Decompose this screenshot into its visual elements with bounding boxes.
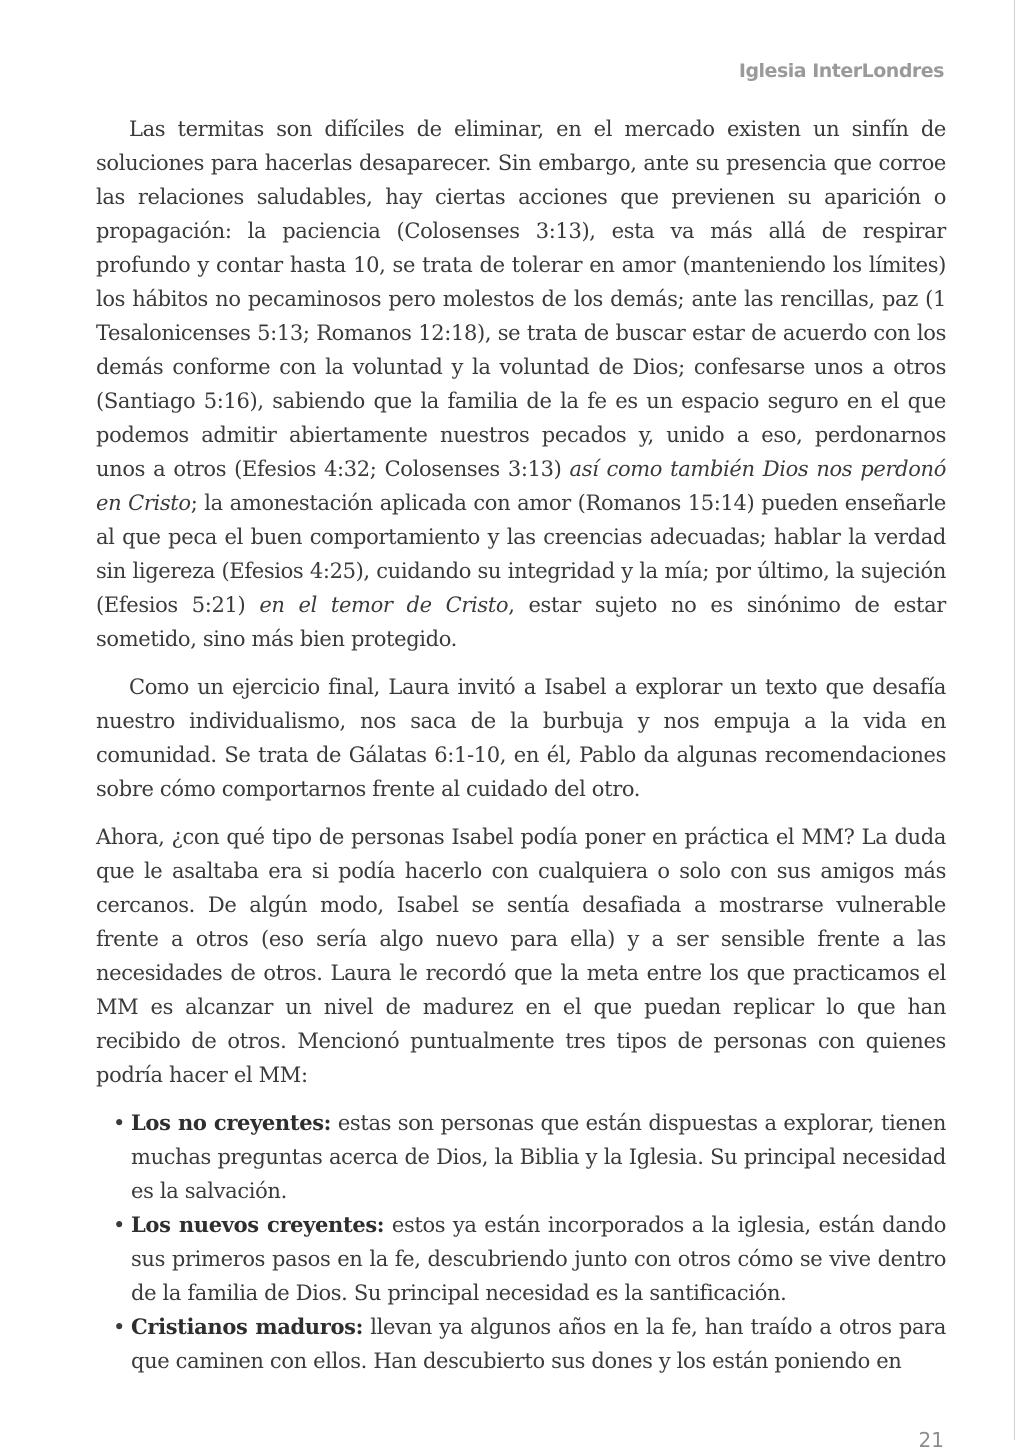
bullet-text: estas son personas que están dispuestas a explorar, tienen muchas preguntas acerca de Dios, la Biblia y la Iglesia. Su principal necesidad es la salvación.: [131, 1111, 946, 1203]
bullet-text: llevan ya algunos años en la fe, han traído a otros para que caminen con ellos. Han descubierto sus dones y los están poniendo en: [131, 1315, 947, 1373]
paragraph-2: Como un ejercicio final, Laura invitó a Isabel a explorar un texto que desafía nuestro individualismo, nos saca de la burbuja y nos empuja a la vida en comunidad. Se trata de Gálatas 6:1-10, en él, Pablo da algunas recomendaciones sobre cómo comportarnos frente al cuidado del otro.: [96, 675, 946, 801]
bullet-marker: •: [113, 1315, 126, 1339]
paragraph-1-italic-quote-2: en el temor de Cristo: [259, 593, 509, 617]
running-header: Iglesia InterLondres: [738, 60, 944, 82]
paragraph-3: Ahora, ¿con qué tipo de personas Isabel podía poner en práctica el MM? La duda que le asaltaba era si podía hacerlo con cualquiera o solo con sus amigos más cercanos. De algún modo, Isabel se sentía desafiada a mostrarse vulnerable frente a otros (eso sería algo nuevo para ella) y a ser sensible frente a las necesidades de otros. Laura le recordó que la meta entre los que practicamos el MM es alcanzar un nivel de madurez en el que puedan replicar lo que han recibido de otros. Mencionó puntualmente tres tipos de personas con quienes podría hacer el MM:: [96, 825, 946, 1087]
list-item: [96, 1310, 946, 1378]
list-item: [96, 1106, 946, 1208]
paragraph-1-text-c: ; la amonestación aplicada con amor (Romanos 15:14) pueden enseñarle al que peca el buen comportamiento y las creencias adecuadas; hablar la verdad sin ligereza (Efesios 4:25), cuidando su integridad y la mía; por último, la sujeción (Efesios 5:21): [96, 491, 946, 617]
bullet-list: [96, 1106, 946, 1378]
bullet-text: estos ya están incorporados a la iglesia, están dando sus primeros pasos en la fe, descubriendo junto con otros cómo se vive dentro de la familia de Dios. Su principal necesidad es la santificación.: [131, 1213, 946, 1305]
paragraph-1-text-a: Las termitas son difíciles de eliminar, en el mercado existen un sinfín de soluciones para hacerlas desaparecer. Sin embargo, ante su presencia que corroe las relaciones saludables, hay ciertas acciones que previenen su aparición o propagación: la paciencia (Colosenses 3:13), esta va más allá de respirar profundo y contar hasta 10, se trata de tolerar en amor (manteniendo los límites) los hábitos no pecaminosos pero molestos de los demás; ante las rencillas, paz (1 Tesalonicenses 5:13; Romanos 12:18), se trata de buscar estar de acuerdo con los demás conforme con la voluntad y la voluntad de Dios; confesarse unos a otros (Santiago 5:16), sabiendo que la familia de la fe es un espacio seguro en el que podemos admitir abiertamente nuestros pecados y, unido a eso, perdonarnos unos a otros (Efesios 4:32; Colosenses 3:13): [96, 117, 946, 481]
paragraph-1-text-e: , estar sujeto no es sinónimo de estar sometido, sino más bien protegido.: [96, 593, 946, 651]
paragraph-1-italic-quote-1: así como también Dios nos perdonó en Cristo: [96, 457, 946, 515]
bullet-term: Los nuevos creyentes:: [131, 1212, 385, 1237]
bullet-term: Los no creyentes:: [131, 1110, 332, 1135]
bullet-marker: •: [113, 1111, 126, 1135]
page-body: [96, 112, 946, 1378]
bullet-marker: •: [113, 1213, 126, 1237]
page-number: 21: [918, 1428, 944, 1452]
bullet-term: Cristianos maduros:: [131, 1314, 363, 1339]
list-item: [96, 1208, 946, 1310]
paragraph-1: [96, 112, 946, 656]
